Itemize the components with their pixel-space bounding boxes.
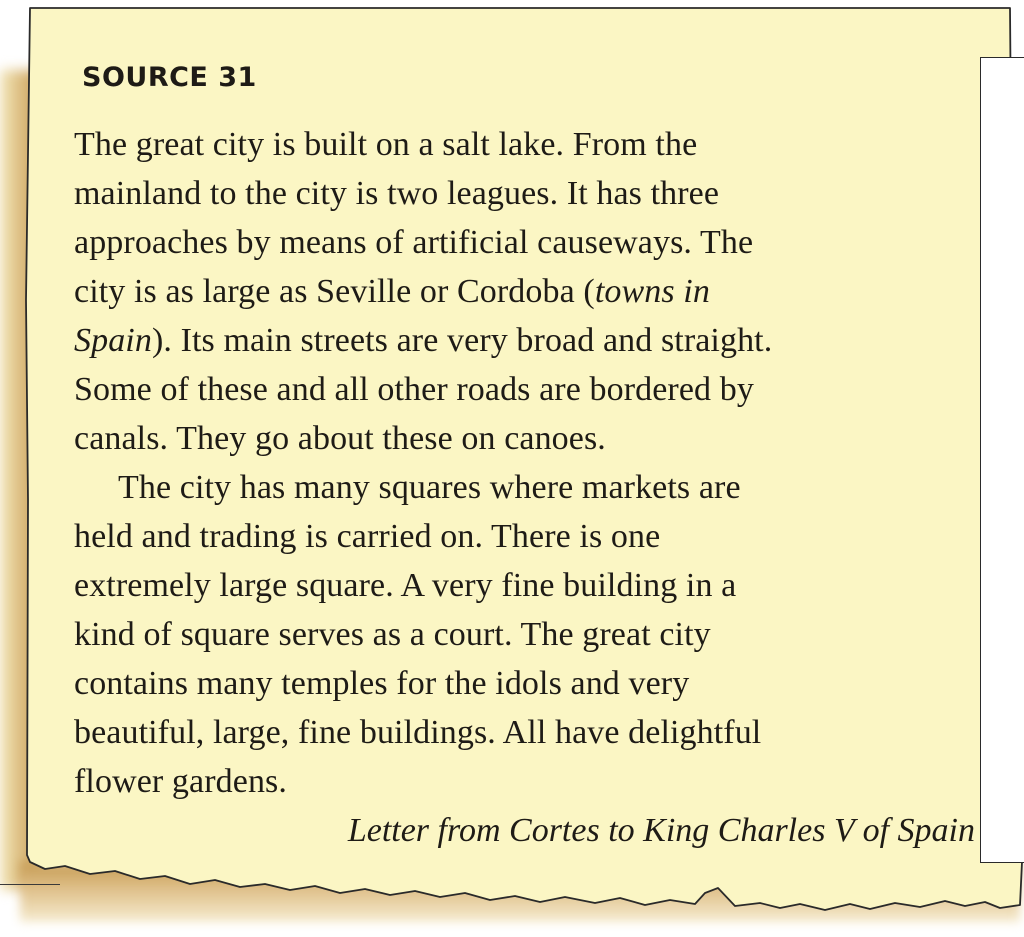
text-line: canals. They go about these on canoes.: [74, 420, 606, 457]
italic-gloss: Spain: [74, 322, 152, 359]
text-line: The city has many squares where markets are: [118, 469, 741, 506]
paragraph-1: [74, 120, 979, 463]
divider-rule: [0, 884, 60, 885]
text-line: held and trading is carried on. There is one: [74, 518, 661, 555]
attribution: Letter from Cortes to King Charles V of Spain: [347, 812, 975, 849]
text-line: city is as large as Seville or Cordoba (towns in: [74, 273, 710, 310]
text-line: Spain). Its main streets are very broad and straight.: [74, 322, 773, 359]
text-line: flower gardens.: [74, 763, 287, 800]
text-line: Some of these and all other roads are bordered by: [74, 371, 754, 408]
text-line: mainland to the city is two leagues. It has three: [74, 175, 720, 212]
text-line: The great city is built on a salt lake. From the: [74, 126, 698, 163]
adjacent-page-edge: [980, 57, 1024, 863]
source-content: [74, 52, 979, 855]
text-line: approaches by means of artificial causeways. The: [74, 224, 754, 261]
source-label: SOURCE 31: [82, 62, 257, 93]
text-line: extremely large square. A very fine building in a: [74, 567, 737, 604]
text-line: kind of square serves as a court. The great city: [74, 616, 711, 653]
paragraph-2: [74, 463, 979, 806]
text-line: contains many temples for the idols and very: [74, 665, 690, 702]
text-line: beautiful, large, fine buildings. All have delightful: [74, 714, 762, 751]
italic-gloss: towns in: [594, 273, 710, 310]
